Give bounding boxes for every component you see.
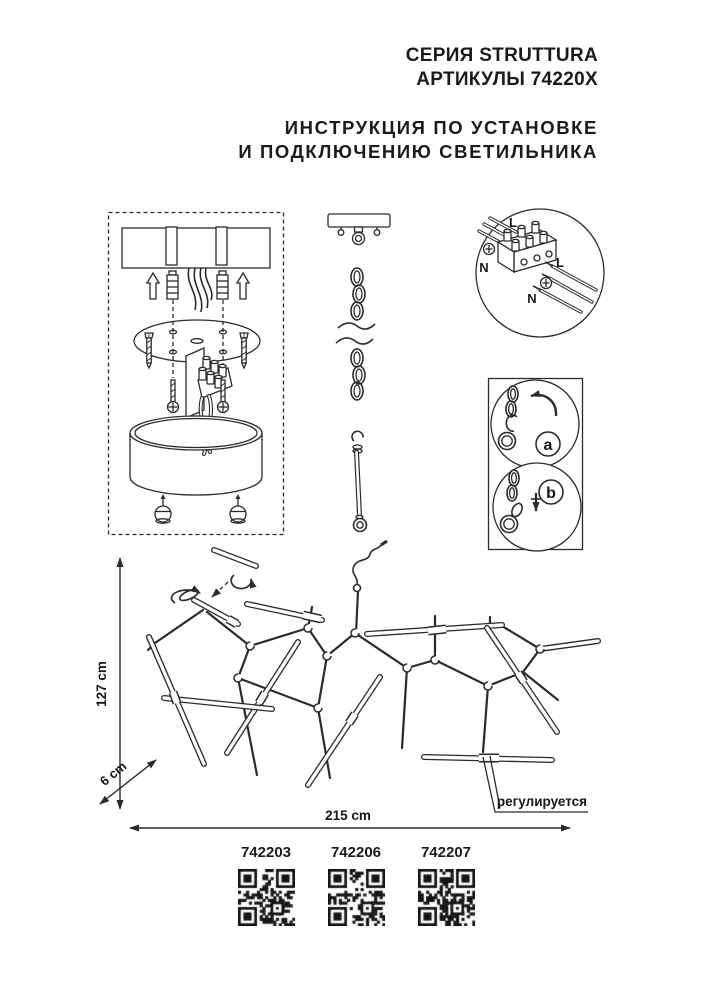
article-code: 742206 xyxy=(330,844,382,861)
suspension-rod xyxy=(352,431,366,531)
series-title: СЕРИЯ STRUTTURA xyxy=(405,45,598,66)
canopy-cup xyxy=(130,416,262,495)
wiring-detail xyxy=(476,209,604,337)
arrow-up-icon xyxy=(147,273,159,299)
cap-nut xyxy=(155,494,171,523)
terminal-label-n: N xyxy=(479,260,489,275)
wall-anchor xyxy=(217,271,228,299)
article-code: 742203 xyxy=(240,844,292,861)
earth-symbol-icon xyxy=(541,278,552,289)
step-a-detail xyxy=(491,380,579,468)
height-dimension-label: 127 cm xyxy=(94,661,109,707)
insert-direction-arrow xyxy=(212,582,228,597)
step-b-detail xyxy=(493,463,581,551)
article-codes-row xyxy=(0,844,707,954)
power-cord xyxy=(353,541,387,592)
suspension-parts-diagram xyxy=(328,214,390,532)
drill-hole xyxy=(166,227,177,265)
step-a-label: a xyxy=(543,437,553,454)
short-screw xyxy=(168,380,179,413)
qr-code-icon xyxy=(238,869,295,926)
chandelier-drawing xyxy=(94,541,598,828)
instruction-title-line1: ИНСТРУКЦИЯ ПО УСТАНОВКЕ xyxy=(284,117,598,138)
ceiling-bracket xyxy=(328,214,390,245)
drill-hole xyxy=(216,227,227,265)
long-screw xyxy=(240,333,248,368)
instruction-title-line2: И ПОДКЛЮЧЕНИЮ СВЕТИЛЬНИКА xyxy=(238,141,598,162)
articles-title: АРТИКУЛЫ 74220X xyxy=(416,69,598,90)
rod-assembly-detail xyxy=(171,575,251,603)
wire-label-n: N xyxy=(527,291,537,306)
wall-anchor xyxy=(167,271,178,299)
arrow-up-icon xyxy=(237,273,249,299)
wire-label-l: L xyxy=(556,255,564,270)
length-break-icon xyxy=(338,323,375,329)
rotate-arrow-icon xyxy=(231,575,251,589)
adjustable-label: регулируется xyxy=(496,794,588,809)
ceiling-mount-diagram xyxy=(109,213,284,535)
ceiling-hatch xyxy=(122,228,270,268)
step-b-label: b xyxy=(546,485,556,502)
article-column xyxy=(319,844,393,931)
qr-code-icon xyxy=(328,869,385,926)
cap-nut xyxy=(230,494,246,523)
article-column xyxy=(409,844,483,931)
connector-sleeves xyxy=(173,615,524,758)
long-screw xyxy=(145,333,153,368)
frame-rods xyxy=(148,592,558,778)
mains-wires xyxy=(188,268,212,312)
suspension-chain xyxy=(336,268,375,400)
article-column xyxy=(229,844,303,931)
chain-adjust-steps xyxy=(489,379,583,552)
terminal-label-l: L xyxy=(509,215,517,230)
width-dimension-label: 215 cm xyxy=(325,808,371,823)
dimension-annotations xyxy=(94,558,588,828)
qr-code-icon xyxy=(418,869,475,926)
tube-dimension-label: 6 cm xyxy=(96,758,130,789)
article-code: 742207 xyxy=(420,844,472,861)
tube-rods xyxy=(149,550,598,785)
